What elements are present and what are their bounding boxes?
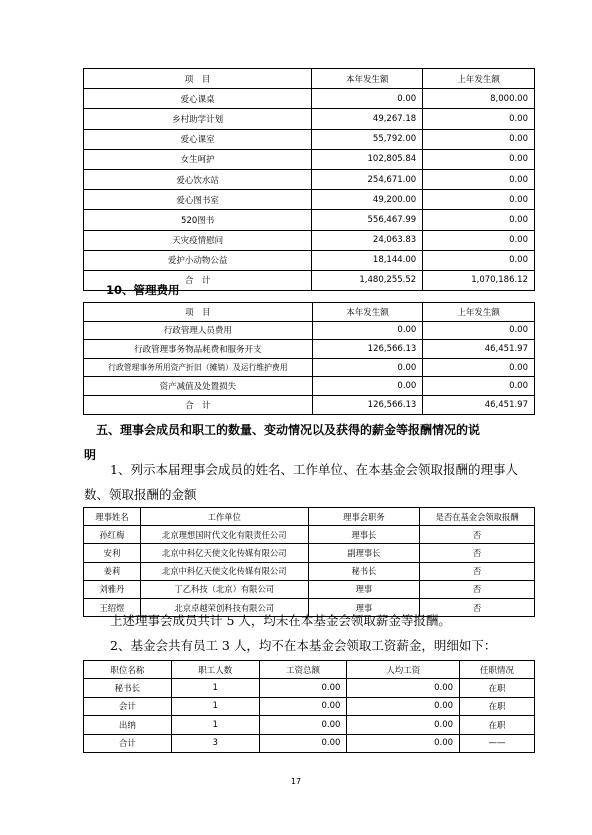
table-row [84, 250, 535, 270]
table-cell: 否 [420, 580, 535, 598]
table-cell: 0.00 [312, 358, 423, 377]
table-cell: 姜莉 [84, 562, 141, 580]
column-header: 职位名称 [84, 661, 172, 679]
table-cell: 爱心图书室 [84, 190, 312, 210]
column-header: 理事姓名 [84, 508, 141, 526]
column-header: 人均工资 [347, 661, 460, 679]
table-header-row [84, 661, 535, 679]
table-row [84, 580, 535, 598]
donation-expense-table [83, 68, 535, 291]
table-cell: 0.00 [347, 697, 460, 715]
table-row [84, 321, 535, 340]
table-row [84, 544, 535, 562]
column-header: 项 目 [84, 69, 312, 89]
table-cell: 0.00 [423, 358, 535, 377]
column-header: 是否在基金会领取报酬 [420, 508, 535, 526]
table-cell: 3 [171, 734, 259, 752]
paragraph-1-cont: 数、领取报酬的金额 [84, 487, 197, 502]
table-row [84, 679, 535, 697]
column-header: 工作单位 [140, 508, 308, 526]
table-cell: 在职 [460, 679, 535, 697]
table-cell: 女生呵护 [84, 149, 312, 169]
column-header: 本年发生额 [312, 303, 423, 322]
table-cell: 0.00 [423, 169, 535, 189]
table-cell: 0.00 [347, 679, 460, 697]
table-cell: 合计 [84, 734, 172, 752]
table-cell: 否 [420, 544, 535, 562]
table-cell: 1 [171, 716, 259, 734]
column-header: 项 目 [84, 303, 313, 322]
table-header-row [84, 303, 535, 322]
table-cell: 8,000.00 [423, 89, 535, 109]
table-row [84, 190, 535, 210]
table-cell: 理事 [308, 598, 420, 616]
table-cell: 0.00 [312, 321, 423, 340]
table-cell: 18,144.00 [312, 250, 423, 270]
column-header: 上年发生额 [423, 69, 535, 89]
table-total-row [84, 734, 535, 752]
table-cell: 1 [171, 697, 259, 715]
table-cell: 行政管理人员费用 [84, 321, 313, 340]
column-header: 工资总额 [259, 661, 347, 679]
table-cell: 0.00 [423, 321, 535, 340]
table-cell: 0.00 [312, 377, 423, 396]
table-cell: 0.00 [423, 210, 535, 230]
table-cell: 0.00 [423, 250, 535, 270]
column-header: 本年发生额 [312, 69, 423, 89]
table-cell: 520图书 [84, 210, 312, 230]
table-cell: 46,451.97 [423, 395, 535, 414]
table-cell: 0.00 [347, 716, 460, 734]
table-cell: 否 [420, 562, 535, 580]
table-cell: 49,200.00 [312, 190, 423, 210]
table-row [84, 377, 535, 396]
table-cell: 0.00 [423, 230, 535, 250]
table-header-row [84, 508, 535, 526]
table-row [84, 149, 535, 169]
section-5-title-cont: 明 [84, 448, 97, 462]
table-total-row [84, 395, 535, 414]
table-cell: 安利 [84, 544, 141, 562]
table-cell: 否 [420, 526, 535, 544]
table-row [84, 169, 535, 189]
table-cell: 理事 [308, 580, 420, 598]
board-members-table [83, 507, 535, 617]
table-cell: 0.00 [423, 377, 535, 396]
table-row [84, 109, 535, 129]
table-row [84, 230, 535, 250]
table-cell: 否 [420, 598, 535, 616]
table-cell: 49,267.18 [312, 109, 423, 129]
table-row [84, 697, 535, 715]
table-cell: 爱心课室 [84, 129, 312, 149]
table-cell: 天灾疫情慰问 [84, 230, 312, 250]
table-cell: 王绍煜 [84, 598, 141, 616]
table-row [84, 129, 535, 149]
table-cell: 秘书长 [84, 679, 172, 697]
table-cell: 北京中科亿天使文化传媒有限公司 [140, 544, 308, 562]
table-cell: 0.00 [259, 697, 347, 715]
table-cell: 爱心饮水站 [84, 169, 312, 189]
paragraph-2: 上述理事会成员共计 5 人，均未在本基金会领取薪金等报酬。 [110, 613, 451, 628]
table-cell: 合 计 [84, 270, 312, 290]
table-cell: —— [460, 734, 535, 752]
table-cell: 55,792.00 [312, 129, 423, 149]
table-row [84, 526, 535, 544]
paragraph-1: 1、列示本届理事会成员的姓名、工作单位、在本基金会领取报酬的理事人 [110, 462, 518, 477]
column-header: 上年发生额 [423, 303, 535, 322]
table-cell: 0.00 [423, 190, 535, 210]
table-cell: 秘书长 [308, 562, 420, 580]
table-cell: 会计 [84, 697, 172, 715]
table-row [84, 716, 535, 734]
paragraph-3: 2、基金会共有员工 3 人，均不在本基金会领取工资薪金，明细如下： [110, 638, 497, 653]
table-row [84, 89, 535, 109]
table-cell: 刘雅丹 [84, 580, 141, 598]
page-number: 17 [290, 777, 302, 786]
table-cell: 46,451.97 [423, 340, 535, 359]
column-header: 任职情况 [460, 661, 535, 679]
column-header: 理事会职务 [308, 508, 420, 526]
table-row [84, 340, 535, 359]
management-expense-table [83, 302, 535, 415]
table-cell: 0.00 [423, 129, 535, 149]
table-cell: 0.00 [347, 734, 460, 752]
table-cell: 北京理想国时代文化有限责任公司 [140, 526, 308, 544]
table-cell: 孙红梅 [84, 526, 141, 544]
table-row [84, 210, 535, 230]
table-row [84, 358, 535, 377]
table-cell: 0.00 [259, 716, 347, 734]
table-row [84, 562, 535, 580]
table-cell: 102,805.84 [312, 149, 423, 169]
table-cell: 副理事长 [308, 544, 420, 562]
table-cell: 556,467.99 [312, 210, 423, 230]
table-cell: 资产减值及处置损失 [84, 377, 313, 396]
table-cell: 在职 [460, 697, 535, 715]
table-cell: 254,671.00 [312, 169, 423, 189]
table-cell: 0.00 [312, 89, 423, 109]
table-cell: 合 计 [84, 395, 313, 414]
table-cell: 24,063.83 [312, 230, 423, 250]
table-header-row [84, 69, 535, 89]
table-cell: 126,566.13 [312, 395, 423, 414]
table-cell: 0.00 [423, 149, 535, 169]
table-cell: 爱心课桌 [84, 89, 312, 109]
table-cell: 0.00 [259, 734, 347, 752]
table-cell: 北京卓越荣创科技有限公司 [140, 598, 308, 616]
table-cell: 乡村助学计划 [84, 109, 312, 129]
table-cell: 在职 [460, 716, 535, 734]
table-cell: 丁乙科技（北京）有限公司 [140, 580, 308, 598]
column-header: 职工人数 [171, 661, 259, 679]
table-cell: 0.00 [259, 679, 347, 697]
table-cell: 出纳 [84, 716, 172, 734]
table-cell: 爱护小动物公益 [84, 250, 312, 270]
table-cell: 126,566.13 [312, 340, 423, 359]
staff-table [83, 660, 535, 753]
table-cell: 1,480,255.52 [312, 270, 423, 290]
table-cell: 行政管理事务所用资产折旧（摊销）及运行维护费用 [84, 358, 313, 377]
section-5-title: 五、理事会成员和职工的数量、变动情况以及获得的薪金等报酬情况的说 [96, 423, 481, 437]
table-cell: 1,070,186.12 [423, 270, 535, 290]
table-cell: 1 [171, 679, 259, 697]
table-cell: 0.00 [423, 109, 535, 129]
section-10-title: 10、管理费用 [106, 283, 180, 297]
table-cell: 北京中科亿天使文化传媒有限公司 [140, 562, 308, 580]
table-cell: 理事长 [308, 526, 420, 544]
table-cell: 行政管理事务物品耗费和服务开支 [84, 340, 313, 359]
